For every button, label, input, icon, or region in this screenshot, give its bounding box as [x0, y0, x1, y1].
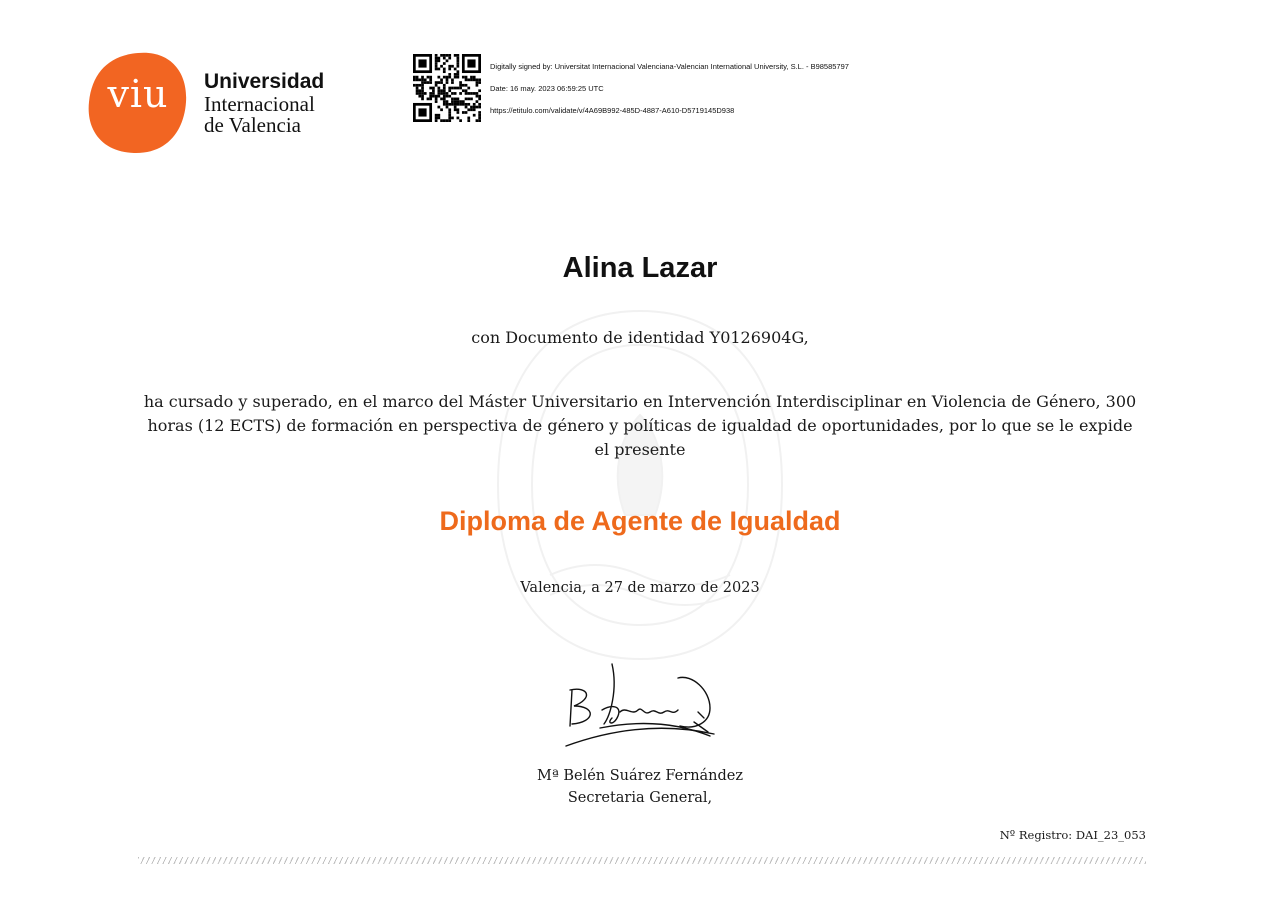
decorative-hatched-rule: [138, 857, 1146, 864]
registry-number: Nº Registro: DAI_23_053: [999, 828, 1146, 842]
place-date: Valencia, a 27 de marzo de 2023: [520, 580, 760, 596]
validation-url[interactable]: https://etitulo.com/validate/v/4A69B992-485D-4887-A610-D5719145D938: [490, 106, 735, 115]
signer-name: Mª Belén Suárez Fernández: [536, 768, 744, 784]
handwritten-signature-icon: [560, 660, 720, 752]
signed-by-text: Digitally signed by: Universitat Internacional Valenciana-Valencian International University, S.L. - B98585797: [490, 62, 849, 71]
university-logo: [88, 50, 348, 158]
qr-code-icon[interactable]: [413, 54, 481, 122]
id-document-line: con Documento de identidad Y0126904G,: [471, 328, 809, 347]
logo-abbr: viu: [107, 72, 169, 116]
logo-line-1: Universidad: [204, 70, 325, 93]
recipient-name: Alina Lazar: [562, 252, 718, 284]
logo-line-2: Internacional: [204, 92, 315, 116]
seal-watermark-icon: [490, 305, 790, 665]
logo-line-3: de Valencia: [204, 113, 301, 137]
digital-signature-block: [490, 62, 849, 128]
signature-date-text: Date: 16 may. 2023 06:59:25 UTC: [490, 84, 604, 93]
certificate-body: ha cursado y superado, en el marco del Máster Universitario en Intervención Interdisciplinar en Violencia de Género, 300 horas (12 ECTS) de formación en perspectiva de género y políticas de igualdad de oportunidades, por lo que se le expide el presente: [143, 392, 1137, 459]
signer-block: [0, 765, 1280, 809]
signer-role: Secretaria General,: [567, 790, 713, 806]
diploma-title: Diploma de Agente de Igualdad: [439, 506, 841, 536]
